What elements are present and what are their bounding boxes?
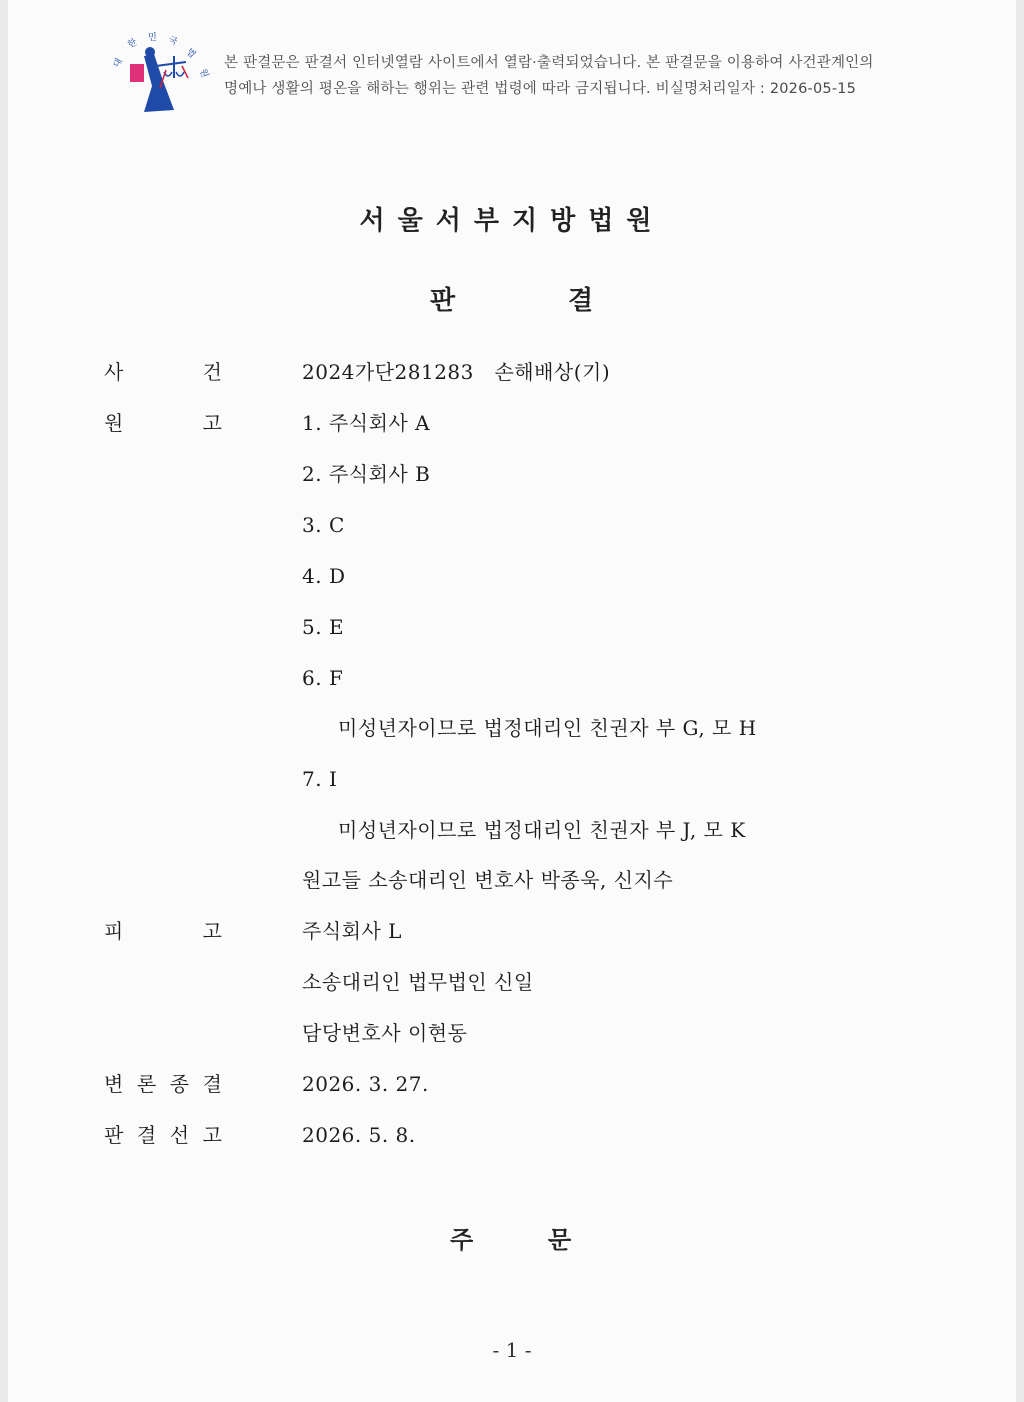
plaintiff-line: 7. I [302,767,338,791]
plaintiff-row [8,660,1016,696]
svg-text:민: 민 [148,33,157,43]
defendant-row [8,913,1016,949]
doc-title-left: 판 [430,286,456,316]
notice-line-1: 본 판결문은 판결서 인터넷열람 사이트에서 열람·출력되었습니다. 본 판결문을 이용하여 사건관계인의 [224,55,874,71]
court-seal-logo [104,26,214,118]
plaintiff-guardian-line: 미성년자이므로 법정대리인 친권자 부 G, 모 H [338,716,757,740]
plaintiff-row [8,507,1016,543]
defendant-row [8,1015,1016,1051]
plaintiff-counsel-line: 원고들 소송대리인 변호사 박종욱, 신지수 [302,868,674,892]
closing-date: 2026. 3. 27. [302,1072,429,1096]
document-page [8,0,1016,1402]
svg-text:대: 대 [111,56,125,70]
case-value [302,354,610,390]
notice-line-2: 명예나 생활의 평온을 해하는 행위는 관련 법령에 따라 금지됩니다. 비실명처리일자 : 2026-05-15 [224,81,857,97]
defendant-line: 소송대리인 법무법인 신일 [302,970,534,994]
case-name: 손해배상(기) [494,360,611,384]
case-row [8,354,1016,390]
plaintiff-guardian-line: 미성년자이므로 법정대리인 친권자 부 J, 모 K [338,818,746,842]
plaintiff-row [8,761,1016,797]
plaintiff-row [8,609,1016,645]
disclosure-notice [224,50,944,102]
plaintiff-row [8,456,1016,492]
case-number: 2024가단281283 [302,360,474,384]
svg-text:한: 한 [126,37,140,51]
plaintiff-line: 5. E [302,615,345,639]
defendant-label: 피 고 [104,919,222,943]
court-name: 서울서부지방법원 [359,206,665,236]
judgment-row [8,1117,1016,1153]
case-label: 사 건 [104,360,222,384]
plaintiff-line: 6. F [302,666,344,690]
closing-label: 변 론 종 결 [104,1072,222,1096]
order-title-right: 문 [548,1226,572,1254]
plaintiff-line: 2. 주식회사 B [302,462,431,486]
svg-text:원: 원 [197,67,210,80]
judgment-label: 판 결 선 고 [104,1123,222,1147]
plaintiff-line: 4. D [302,564,346,588]
plaintiff-line: 3. C [302,513,345,537]
plaintiff-label: 원 고 [104,411,222,435]
plaintiff-row [8,862,1016,898]
defendant-row [8,964,1016,1000]
closing-row [8,1066,1016,1102]
plaintiff-row [8,710,1016,746]
svg-text:국: 국 [166,35,179,48]
svg-text:법: 법 [183,47,198,61]
judgment-date: 2026. 5. 8. [302,1123,416,1147]
plaintiff-row [8,812,1016,848]
defendant-line: 주식회사 L [302,919,402,943]
defendant-line: 담당변호사 이현동 [302,1021,468,1045]
page-number: - 1 - [492,1338,532,1362]
page-header [8,0,1016,130]
doc-title-right: 결 [568,286,594,316]
plaintiff-row [8,558,1016,594]
plaintiff-line: 1. 주식회사 A [302,411,431,435]
plaintiff-row [8,405,1016,441]
order-title-left: 주 [450,1226,474,1254]
